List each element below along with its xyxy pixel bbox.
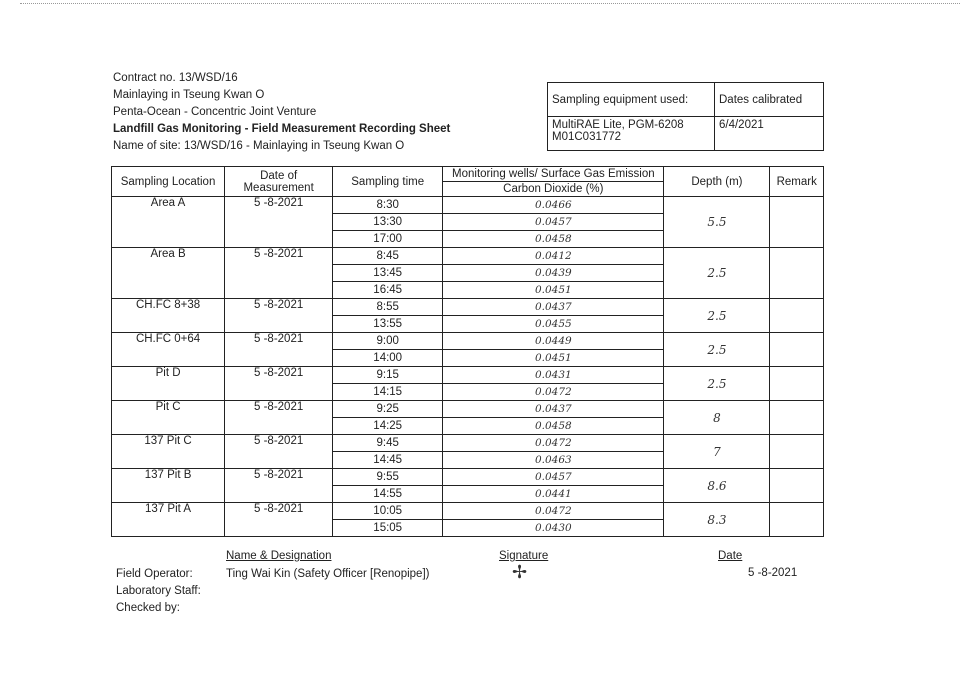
sampling-time: 9:00 (333, 333, 443, 350)
sampling-time: 15:05 (333, 520, 443, 537)
header-date: Date of Measurement (225, 167, 333, 197)
signature-header-text: Signature (499, 550, 549, 562)
depth-value: 2.5 (664, 248, 770, 299)
sampling-time: 9:55 (333, 469, 443, 486)
site-name: Name of site: 13/WSD/16 - Mainlaying in Tseung Kwan O (113, 140, 405, 152)
project-name: Mainlaying in Tseung Kwan O (113, 89, 265, 101)
co2-value: 0.0458 (443, 418, 664, 435)
checked-by-label: Checked by: (116, 602, 180, 614)
measurement-date: 5 -8-2021 (225, 299, 333, 333)
table-row (112, 333, 824, 350)
calibration-header: Dates calibrated (715, 83, 824, 117)
sampling-time: 8:45 (333, 248, 443, 265)
name-header-text: Name & Designation (226, 550, 332, 562)
equipment-header: Sampling equipment used: (548, 83, 715, 117)
sampling-location: Area A (112, 197, 225, 248)
header-location: Sampling Location (112, 167, 225, 197)
sampling-time: 14:25 (333, 418, 443, 435)
co2-value: 0.0451 (443, 350, 664, 367)
remark-cell (770, 299, 824, 333)
equipment-table (547, 82, 824, 151)
co2-value: 0.0431 (443, 367, 664, 384)
co2-value: 0.0449 (443, 333, 664, 350)
measurement-date: 5 -8-2021 (225, 503, 333, 537)
depth-value: 8 (664, 401, 770, 435)
equipment-serial: M01C031772 (552, 131, 622, 143)
measurement-table (111, 166, 824, 537)
co2-value: 0.0441 (443, 486, 664, 503)
sampling-location: Pit D (112, 367, 225, 401)
signature-mark: ✢ (512, 562, 528, 583)
sampling-time: 14:55 (333, 486, 443, 503)
date-header-text: Date (718, 550, 743, 562)
co2-value: 0.0439 (443, 265, 664, 282)
date-header (718, 548, 742, 565)
measurement-date: 5 -8-2021 (225, 197, 333, 248)
header-remark: Remark (770, 167, 824, 197)
equipment-name (548, 117, 715, 151)
table-row (112, 248, 824, 265)
measurement-date: 5 -8-2021 (225, 367, 333, 401)
table-row (112, 299, 824, 316)
depth-value: 2.5 (664, 367, 770, 401)
measurement-date: 5 -8-2021 (225, 333, 333, 367)
table-row (112, 469, 824, 486)
signoff-labels (116, 566, 201, 617)
equipment-model: MultiRAE Lite, PGM-6208 (552, 119, 684, 131)
co2-value: 0.0463 (443, 452, 664, 469)
header-depth: Depth (m) (664, 167, 770, 197)
sampling-time: 10:05 (333, 503, 443, 520)
co2-value: 0.0472 (443, 503, 664, 520)
depth-value: 2.5 (664, 333, 770, 367)
co2-value: 0.0412 (443, 248, 664, 265)
sampling-time: 9:25 (333, 401, 443, 418)
table-row (112, 503, 824, 520)
sampling-time: 9:15 (333, 367, 443, 384)
remark-cell (770, 469, 824, 503)
sampling-location: Area B (112, 248, 225, 299)
co2-value: 0.0458 (443, 231, 664, 248)
co2-value: 0.0472 (443, 384, 664, 401)
sampling-time: 9:45 (333, 435, 443, 452)
remark-cell (770, 248, 824, 299)
depth-value: 2.5 (664, 299, 770, 333)
sampling-location: CH.FC 0+64 (112, 333, 225, 367)
header-co2: Carbon Dioxide (%) (443, 182, 664, 197)
measurement-date: 5 -8-2021 (225, 248, 333, 299)
remark-cell (770, 435, 824, 469)
co2-value: 0.0430 (443, 520, 664, 537)
sampling-time: 14:45 (333, 452, 443, 469)
name-designation-header (226, 548, 331, 565)
operator-name: Ting Wai Kin (Safety Officer [Renopipe]) (226, 568, 430, 580)
table-row (112, 401, 824, 418)
sampling-time: 14:00 (333, 350, 443, 367)
depth-value: 5.5 (664, 197, 770, 248)
remark-cell (770, 401, 824, 435)
header-time: Sampling time (333, 167, 443, 197)
sampling-location: 137 Pit C (112, 435, 225, 469)
co2-value: 0.0451 (443, 282, 664, 299)
remark-cell (770, 333, 824, 367)
table-row (112, 435, 824, 452)
sampling-location: 137 Pit B (112, 469, 225, 503)
sampling-time: 17:00 (333, 231, 443, 248)
measurement-date: 5 -8-2021 (225, 469, 333, 503)
remark-cell (770, 197, 824, 248)
sheet-title: Landfill Gas Monitoring - Field Measurement Recording Sheet (113, 123, 451, 135)
co2-value: 0.0437 (443, 299, 664, 316)
co2-value: 0.0457 (443, 469, 664, 486)
lab-staff-label: Laboratory Staff: (116, 585, 201, 597)
sampling-location: Pit C (112, 401, 225, 435)
sampling-time: 8:55 (333, 299, 443, 316)
document-header (113, 70, 450, 155)
sampling-time: 13:45 (333, 265, 443, 282)
header-monitoring: Monitoring wells/ Surface Gas Emission (443, 167, 664, 182)
depth-value: 8.6 (664, 469, 770, 503)
co2-value: 0.0472 (443, 435, 664, 452)
sampling-location: 137 Pit A (112, 503, 225, 537)
co2-value: 0.0457 (443, 214, 664, 231)
remark-cell (770, 503, 824, 537)
calibration-date: 6/4/2021 (715, 117, 824, 151)
measurement-date: 5 -8-2021 (225, 401, 333, 435)
field-operator-label: Field Operator: (116, 568, 193, 580)
operator-date: 5 -8-2021 (748, 567, 798, 579)
co2-value: 0.0455 (443, 316, 664, 333)
depth-value: 8.3 (664, 503, 770, 537)
contractor-name: Penta-Ocean - Concentric Joint Venture (113, 106, 317, 118)
sampling-time: 14:15 (333, 384, 443, 401)
sampling-time: 16:45 (333, 282, 443, 299)
table-row (112, 197, 824, 214)
depth-value: 7 (664, 435, 770, 469)
co2-value: 0.0466 (443, 197, 664, 214)
contract-number: Contract no. 13/WSD/16 (113, 72, 238, 84)
scan-artifact-line (20, 3, 960, 5)
co2-value: 0.0437 (443, 401, 664, 418)
measurement-date: 5 -8-2021 (225, 435, 333, 469)
table-row (112, 367, 824, 384)
sampling-location: CH.FC 8+38 (112, 299, 225, 333)
sampling-time: 8:30 (333, 197, 443, 214)
remark-cell (770, 367, 824, 401)
sampling-time: 13:30 (333, 214, 443, 231)
sampling-time: 13:55 (333, 316, 443, 333)
